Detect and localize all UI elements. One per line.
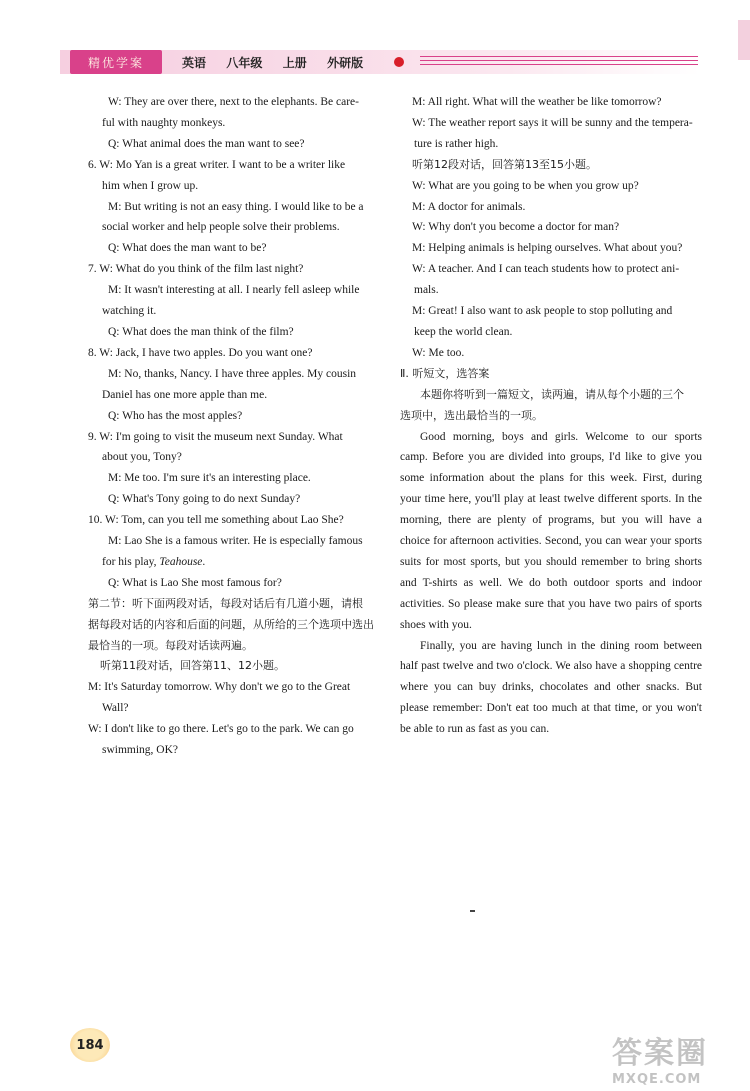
- right-line: where you can buy drinks, chocolates and other snacks. But: [400, 681, 702, 694]
- right-line: W: The weather report says it will be sunny and the tempera-: [412, 116, 693, 129]
- left-line: M: It's Saturday tomorrow. Why don't we go to the Great: [88, 681, 351, 694]
- right-line: be able to run as fast as you can.: [400, 723, 550, 736]
- right-line: M: All right. What will the weather be like tomorrow?: [412, 96, 662, 108]
- right-line: W: What are you going to be when you grow up?: [412, 179, 639, 192]
- header-rule: [420, 56, 698, 57]
- page-number: 184: [70, 1028, 110, 1062]
- left-line: 9. W: I'm going to visit the museum next Sunday. What: [88, 430, 343, 443]
- left-line: 6. W: Mo Yan is a great writer. I want to be a writer like: [88, 158, 346, 171]
- left-line: M: No, thanks, Nancy. I have three apples. My cousin: [108, 367, 357, 380]
- right-line: please remember: Don't eat too much at that time, or you won't: [400, 702, 702, 715]
- left-line: Q: What does the man think of the film?: [108, 325, 294, 338]
- right-line: 本题你将听到一篇短文，读两遍，请从每个小题的三个: [420, 387, 684, 401]
- left-line: 第二节：听下面两段对话，每段对话后有几道小题，请根: [88, 596, 363, 610]
- left-line: Wall?: [102, 702, 129, 715]
- right-line: activities. So please make sure that you have two pairs of sports: [400, 597, 702, 610]
- left-line: ful with naughty monkeys.: [102, 116, 226, 129]
- page-header: [0, 0, 750, 90]
- right-line: 听第12段对话，回答第13至15小题。: [412, 157, 597, 171]
- left-line: him when I grow up.: [102, 179, 199, 192]
- right-line: ture is rather high.: [414, 137, 499, 150]
- right-line: your time here, you'll play at least twelve different sports. In the: [400, 493, 702, 506]
- watermark-url: MXQE.COM: [612, 1072, 702, 1087]
- left-column: [88, 92, 380, 761]
- left-line: Daniel has one more apple than me.: [102, 388, 268, 401]
- left-line: 据每段对话的内容和后面的问题，从所给的三个选项中选出: [88, 617, 374, 631]
- left-line: 听第11段对话，回答第11、12小题。: [100, 659, 285, 673]
- left-line: Q: What does the man want to be?: [108, 242, 267, 255]
- left-line: W: They are over there, next to the elephants. Be care-: [108, 96, 359, 108]
- left-line: social worker and help people solve their problems.: [102, 221, 340, 234]
- book-subject: 英语 八年级 上册 外研版: [182, 56, 364, 70]
- header-dot: [394, 57, 404, 67]
- left-line: for his play, Teahouse.: [102, 555, 206, 568]
- header-rule: [420, 64, 698, 65]
- right-line: Finally, you are having lunch in the dining room between: [420, 639, 702, 652]
- left-line: M: Me too. I'm sure it's an interesting place.: [108, 472, 311, 485]
- right-line: M: Great! I also want to ask people to stop polluting and: [412, 305, 673, 318]
- right-line: suits for most sports, but you should remember to bring shorts: [400, 555, 702, 568]
- right-line: and T-shirts as well. We do both outdoor sports and indoor: [400, 576, 702, 589]
- right-line: W: A teacher. And I can teach students how to protect ani-: [412, 263, 680, 276]
- left-line: M: It wasn't interesting at all. I nearly fell asleep while: [108, 284, 360, 297]
- left-line: Q: Who has the most apples?: [108, 409, 243, 422]
- right-line: choice for afternoon activities. Second, you can wear your sports: [400, 535, 702, 548]
- right-line: shoes with you.: [400, 618, 472, 631]
- right-line: half past twelve and two o'clock. We also have a shopping centre: [400, 660, 702, 673]
- right-line: 选项中，选出最恰当的一项。: [400, 408, 543, 422]
- play-title: Teahouse: [159, 555, 203, 568]
- right-line: mals.: [414, 284, 439, 297]
- right-line: camp. Before you are divided into groups, I'd like to give you: [400, 451, 702, 464]
- right-line: M: A doctor for animals.: [412, 200, 526, 213]
- right-line: Good morning, boys and girls. Welcome to our sports: [420, 430, 702, 443]
- right-line: W: Why don't you become a doctor for man?: [412, 221, 620, 234]
- right-line: morning, there are plenty of programs, but you will have a: [400, 514, 702, 527]
- right-line: some information about the plans for this week. First, during: [400, 472, 702, 485]
- left-line: 10. W: Tom, can you tell me something about Lao She?: [88, 514, 344, 527]
- left-line: M: Lao She is a famous writer. He is especially famous: [108, 535, 363, 548]
- left-line: W: I don't like to go there. Let's go to the park. We can go: [88, 723, 354, 736]
- left-line: 8. W: Jack, I have two apples. Do you want one?: [88, 346, 313, 359]
- right-column: [400, 92, 702, 740]
- header-rule: [420, 60, 698, 61]
- left-line: about you, Tony?: [102, 451, 182, 464]
- watermark: [612, 1028, 742, 1086]
- stray-mark: [470, 910, 475, 912]
- right-line: keep the world clean.: [414, 325, 513, 338]
- left-line: Q: What's Tony going to do next Sunday?: [108, 493, 301, 506]
- left-line: swimming, OK?: [102, 744, 179, 757]
- left-line: Q: What is Lao She most famous for?: [108, 576, 282, 589]
- left-line: Q: What animal does the man want to see?: [108, 137, 305, 150]
- left-line: 最恰当的一项。每段对话读两遍。: [88, 638, 253, 652]
- left-line: 7. W: What do you think of the film last night?: [88, 263, 304, 276]
- left-line: M: But writing is not an easy thing. I would like to be a: [108, 200, 364, 213]
- right-line: W: Me too.: [412, 346, 465, 359]
- left-line: watching it.: [102, 305, 157, 318]
- right-line: M: Helping animals is helping ourselves. What about you?: [412, 242, 683, 255]
- corner-tab: [738, 20, 750, 60]
- series-logo: 精优学案: [70, 50, 162, 74]
- watermark-logo: 答案圈: [612, 1036, 708, 1071]
- right-line: Ⅱ. 听短文，选答案: [400, 366, 490, 380]
